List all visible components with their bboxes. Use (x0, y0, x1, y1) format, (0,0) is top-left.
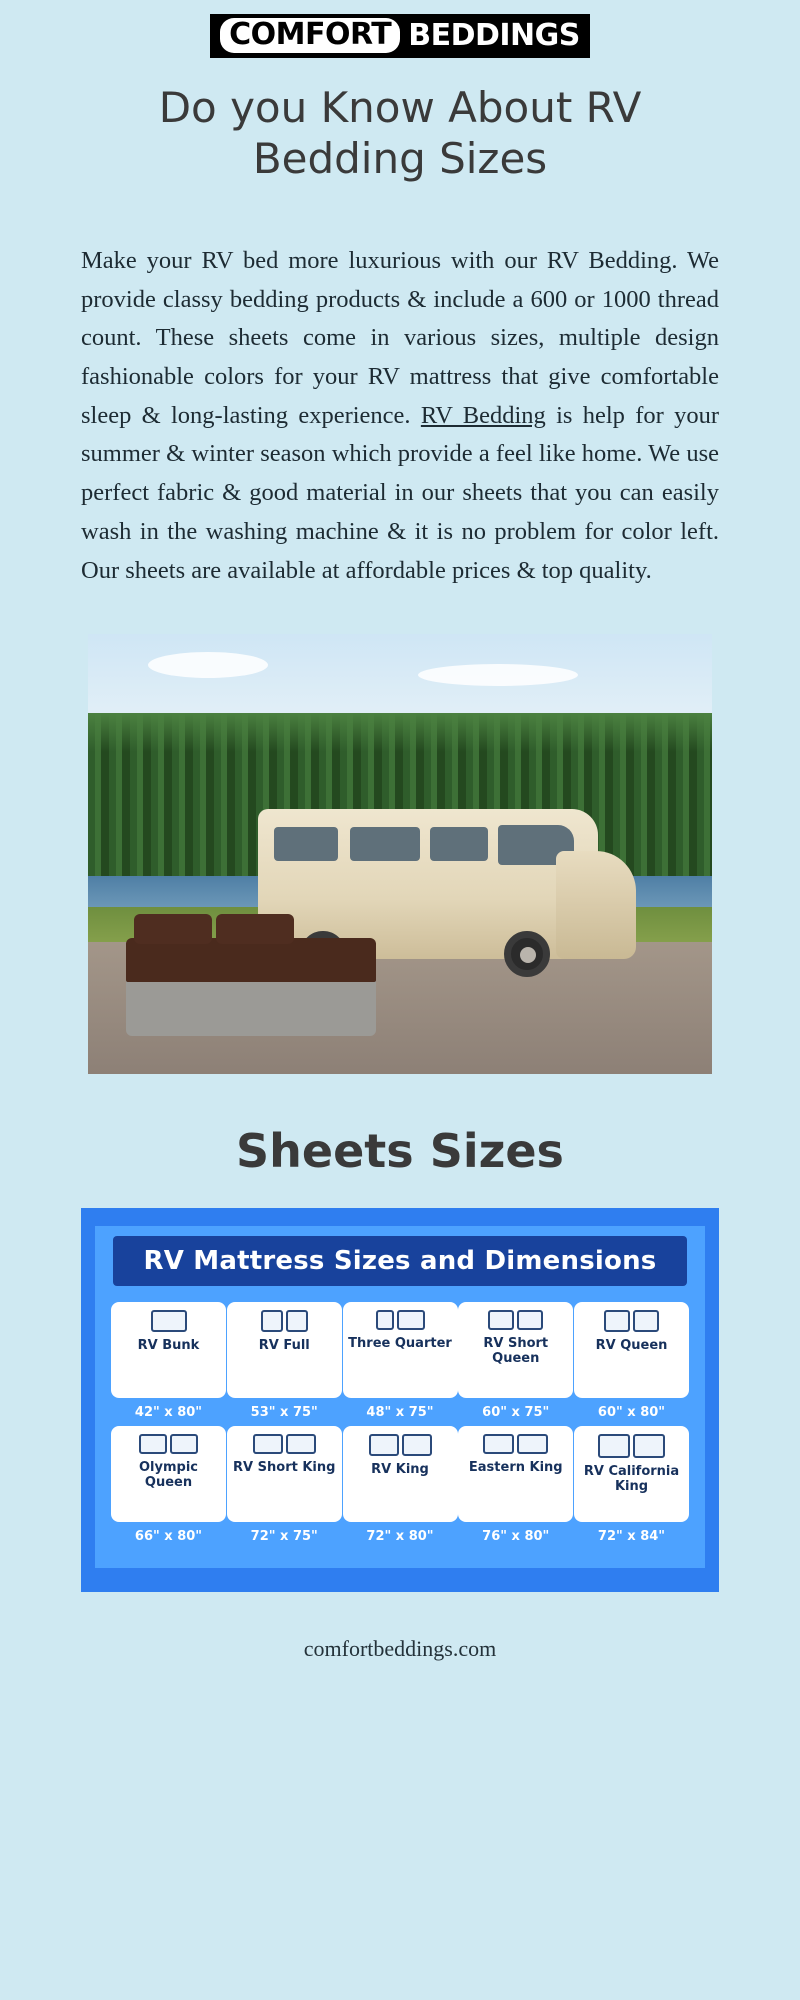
photo-rv-window (430, 827, 488, 861)
mattress-icon (369, 1434, 432, 1456)
rv-lake-photo (88, 634, 712, 1074)
size-dimensions: 42" x 80" (134, 1405, 203, 1421)
paragraph-text-before-link: Make your RV bed more luxurious with our RV Bedding. We provide classy bedding products & include a 600 or 1000 thread count. These sheets come in various sizes, multiple design fashionable colors for your RV mattress that give comfortable sleep & long-lasting experience. (81, 246, 719, 429)
photo-pillow (216, 914, 294, 944)
size-cell (111, 1426, 226, 1544)
page-title: Do you Know About RV Bedding Sizes (158, 82, 642, 183)
size-label: RV King (371, 1462, 429, 1478)
mattress-icon (604, 1310, 659, 1332)
mattress-icon (598, 1434, 665, 1458)
size-cell (343, 1426, 458, 1544)
size-label: Three Quarter (348, 1336, 452, 1352)
logo-badge (210, 14, 590, 58)
size-dimensions: 60" x 80" (597, 1405, 666, 1421)
size-card (343, 1302, 458, 1398)
infographic-inner-panel (95, 1226, 705, 1568)
hero-image-container (88, 634, 712, 1074)
size-dimensions: 72" x 80" (366, 1529, 434, 1545)
infographic-container (81, 1208, 719, 1592)
size-cell (574, 1302, 689, 1420)
rv-bedding-link[interactable]: RV Bedding (420, 401, 546, 429)
size-cell (458, 1426, 573, 1544)
size-dimensions: 53" x 75" (250, 1405, 318, 1421)
size-card (227, 1426, 342, 1522)
size-dimensions: 48" x 75" (366, 1405, 434, 1421)
size-card (574, 1426, 689, 1522)
size-cell (111, 1302, 226, 1420)
size-dimensions: 60" x 75" (482, 1405, 550, 1421)
sheets-sizes-heading: Sheets Sizes (236, 1124, 564, 1179)
footer-website[interactable]: comfortbeddings.com (303, 1636, 497, 1662)
size-card (574, 1302, 689, 1398)
size-label: RV Full (258, 1338, 310, 1354)
mattress-icon (139, 1434, 198, 1454)
infographic-row-2 (107, 1426, 693, 1544)
logo-word-beddings: BEDDINGS (408, 17, 580, 53)
size-cell (227, 1302, 342, 1420)
paragraph-text-after-link: is help for your summer & winter season which provide a feel like home. We use perfect fabric & good material in our sheets that you can easily wash in the washing machine & it is no problem for color left. Our sheets are available at affordable prices & top quality. (81, 401, 720, 584)
infographic-title: RV Mattress Sizes and Dimensions (113, 1236, 687, 1286)
mattress-icon (483, 1434, 548, 1454)
size-cell (343, 1302, 458, 1420)
photo-bed-sheet (126, 938, 376, 982)
size-cell (574, 1426, 689, 1544)
size-card (111, 1302, 226, 1398)
photo-rv-cab (556, 851, 636, 959)
mattress-icon (253, 1434, 316, 1454)
size-label: RV Short King (233, 1460, 336, 1476)
intro-paragraph (41, 242, 759, 590)
size-dimensions: 66" x 80" (134, 1529, 203, 1545)
mattress-icon (376, 1310, 425, 1330)
size-cell (227, 1426, 342, 1544)
size-cell (458, 1302, 573, 1420)
size-label: RV Bunk (137, 1338, 200, 1354)
rv-mattress-infographic (81, 1208, 719, 1592)
size-dimensions: 72" x 84" (597, 1529, 666, 1545)
size-label: Eastern King (468, 1460, 563, 1476)
size-card (227, 1302, 342, 1398)
size-label: RV Queen (595, 1338, 668, 1354)
photo-pillow (134, 914, 212, 944)
infographic-row-1 (107, 1302, 693, 1420)
brand-logo (0, 0, 800, 58)
size-card (343, 1426, 458, 1522)
size-dimensions: 76" x 80" (482, 1529, 550, 1545)
mattress-icon (151, 1310, 187, 1332)
size-label: RV California King (583, 1464, 680, 1495)
photo-rv-window (350, 827, 420, 861)
size-card (458, 1426, 573, 1522)
size-card (458, 1302, 573, 1398)
size-dimensions: 72" x 75" (250, 1529, 318, 1545)
mattress-icon (488, 1310, 543, 1330)
photo-rv-window (274, 827, 338, 861)
logo-word-comfort: COMFORT (220, 18, 400, 53)
photo-rv-body (258, 809, 598, 959)
size-label: Olympic Queen (139, 1460, 198, 1491)
mattress-icon (261, 1310, 308, 1332)
size-card (111, 1426, 226, 1522)
photo-rv-wheel (504, 931, 550, 977)
size-label: RV Short Queen (483, 1336, 549, 1367)
